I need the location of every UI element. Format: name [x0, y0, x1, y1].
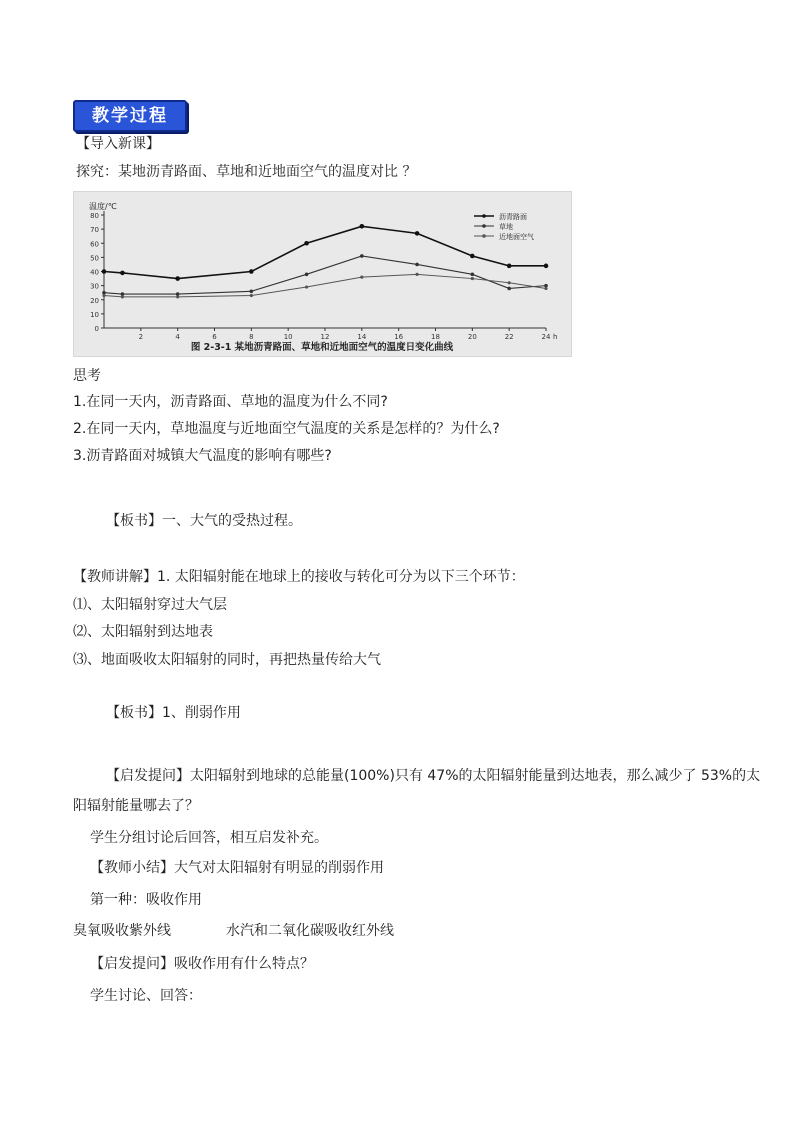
series-3-point	[250, 294, 253, 297]
question-2: 2.在同一天内，草地温度与近地面空气温度的关系是怎样的？为什么?	[73, 421, 500, 437]
series-3-point	[102, 294, 105, 297]
student-answer: 学生讨论、回答：	[90, 988, 202, 1004]
first-kind: 第一种：吸收作用	[90, 892, 202, 908]
legend-marker-2	[482, 224, 486, 228]
legend-label-2: 草地	[499, 223, 513, 231]
teacher-explain: 【教师讲解】1. 太阳辐射能在地球上的接收与转化可分为以下三个环节：	[73, 569, 525, 585]
x-tick-label: 2	[138, 333, 144, 341]
y-tick-label: 0	[94, 325, 99, 333]
y-axis-label: 温度/℃	[89, 202, 117, 211]
question-3: 3.沥青路面对城镇大气温度的影响有哪些?	[73, 448, 332, 464]
series-1-point	[544, 264, 549, 269]
series-3-point	[121, 295, 124, 298]
absorb-water-co2: 水汽和二氧化碳吸收红外线	[226, 923, 394, 939]
x-tick-label: 6	[212, 333, 217, 341]
series-line-1	[104, 226, 546, 278]
series-2-point	[360, 254, 364, 258]
prompt-question-line-1: 【启发提问】太阳辐射到地球的总能量(100%)只有 47%的太阳辐射能量到达地表，那么减少了 53%的太	[106, 768, 761, 784]
legend-marker-1	[482, 214, 486, 218]
y-tick-label: 80	[90, 212, 99, 220]
series-2-point	[415, 263, 419, 267]
series-3-point	[415, 273, 418, 276]
series-3-point	[508, 281, 511, 284]
x-tick-label: 12	[320, 333, 330, 341]
series-1-point	[175, 276, 180, 281]
series-2-point	[471, 273, 475, 277]
series-3-point	[544, 287, 547, 290]
x-tick-label: 22	[504, 333, 514, 341]
x-tick-label: 24	[541, 333, 551, 341]
x-axis-unit-label: h	[553, 333, 558, 341]
prompt-question-line-2: 阳辐射能量哪去了？	[73, 798, 199, 814]
chart-svg	[74, 192, 571, 356]
y-tick-label: 40	[90, 268, 99, 277]
student-discuss: 学生分组讨论后回答，相互启发补充。	[90, 830, 328, 846]
series-1-point	[249, 269, 254, 274]
prompt-question-2: 【启发提问】吸收作用有什么特点？	[90, 956, 314, 972]
series-1-point	[507, 264, 512, 269]
series-2-point	[507, 287, 511, 291]
section-badge: 教学过程	[73, 100, 187, 132]
y-tick-label: 60	[90, 240, 99, 249]
question-1: 1.在同一天内，沥青路面、草地的温度为什么不同?	[73, 394, 388, 410]
series-3-point	[305, 285, 308, 288]
x-tick-label: 8	[249, 333, 254, 341]
y-tick-label: 20	[90, 296, 99, 305]
x-tick-label: 18	[431, 333, 440, 341]
y-tick-label: 30	[90, 282, 99, 291]
board-note-2: 【板书】1、削弱作用	[106, 705, 241, 721]
y-tick-label: 10	[90, 310, 99, 319]
step-2: ⑵、太阳辐射到达地表	[73, 624, 213, 640]
series-1-point	[102, 269, 107, 274]
inquiry-text: 探究：某地沥青路面、草地和近地面空气的温度对比 ？	[76, 164, 417, 180]
series-1-point	[470, 254, 475, 259]
think-label: 思考	[73, 368, 101, 384]
intro-heading: 【导入新课】	[76, 136, 160, 152]
x-tick-label: 14	[357, 333, 367, 341]
series-1-point	[304, 241, 309, 246]
legend-marker-3	[482, 234, 486, 238]
temperature-chart	[73, 191, 572, 357]
step-3: ⑶、地面吸收太阳辐射的同时，再把热量传给大气	[73, 652, 381, 668]
y-tick-label: 50	[90, 254, 99, 263]
series-3-point	[176, 295, 179, 298]
series-line-2	[104, 256, 546, 294]
series-1-point	[360, 224, 365, 229]
x-tick-label: 20	[467, 333, 477, 341]
series-3-point	[360, 276, 363, 279]
series-1-point	[415, 231, 420, 236]
series-2-point	[250, 289, 254, 293]
step-1: ⑴、太阳辐射穿过大气层	[73, 597, 227, 613]
x-tick-label: 4	[175, 333, 180, 341]
x-tick-label: 10	[283, 333, 293, 341]
y-tick-label: 70	[90, 226, 99, 235]
absorb-ozone: 臭氧吸收紫外线	[73, 923, 171, 939]
teacher-summary: 【教师小结】大气对太阳辐射有明显的削弱作用	[90, 860, 384, 876]
x-tick-label: 16	[394, 333, 404, 341]
legend-label-3: 近地面空气	[499, 233, 534, 241]
legend-label-1: 沥青路面	[499, 213, 527, 221]
series-3-point	[471, 277, 474, 280]
series-1-point	[120, 271, 125, 276]
chart-caption: 图 2-3-1 某地沥青路面、草地和近地面空气的温度日变化曲线	[190, 342, 454, 353]
board-note-1: 【板书】一、大气的受热过程。	[106, 513, 302, 529]
series-2-point	[305, 273, 309, 277]
